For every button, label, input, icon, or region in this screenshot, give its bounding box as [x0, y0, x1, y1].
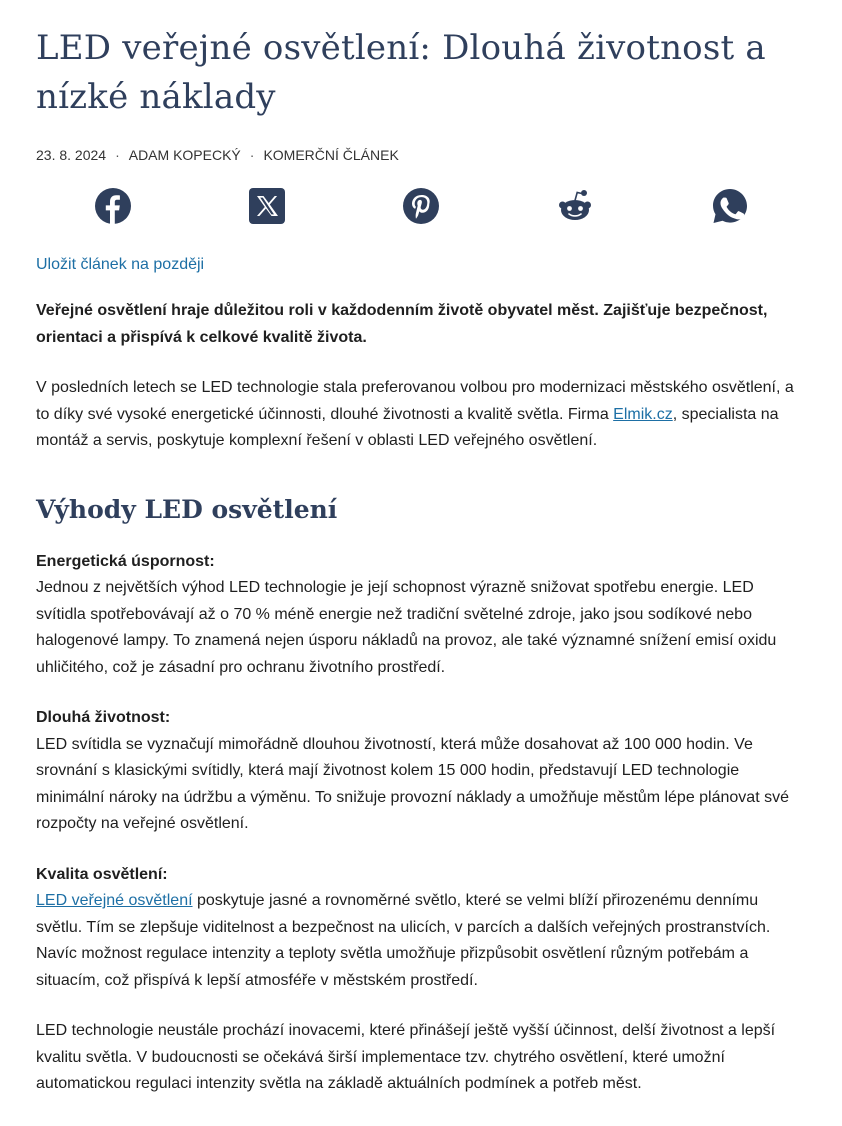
intro-paragraph: [36, 375, 806, 455]
benefit-lifetime: [36, 705, 806, 838]
reddit-icon: [557, 188, 593, 224]
meta-separator: ·: [115, 147, 120, 163]
whatsapp-icon: [712, 188, 748, 224]
section-heading: Výhody LED osvětlení: [36, 494, 338, 524]
pinterest-icon: [403, 188, 439, 224]
reddit-share-button[interactable]: [557, 188, 593, 224]
intro-text-before: V posledních letech se LED technologie stala preferovanou volbou pro modernizaci městského osvětlení, a to díky své vysoké energetické účinnosti, dlouhé životnosti a kvalitě světla. Firma: [36, 379, 794, 423]
whatsapp-share-button[interactable]: [712, 188, 748, 224]
benefit-quality-title: Kvalita osvětlení:: [36, 865, 168, 883]
elmik-link[interactable]: Elmik.cz: [613, 405, 673, 423]
article-author[interactable]: ADAM KOPECKÝ: [128, 147, 241, 163]
article-meta: [36, 140, 806, 170]
facebook-icon: [95, 188, 131, 224]
x-icon: [249, 188, 285, 224]
benefit-quality: [36, 862, 806, 995]
pinterest-share-button[interactable]: [403, 188, 439, 224]
benefit-energy-title: Energetická úspornost:: [36, 552, 215, 570]
facebook-share-button[interactable]: [95, 188, 131, 224]
benefit-quality-text: poskytuje jasné a rovnoměrné světlo, které se velmi blíží přirozenému dennímu světlu. Tím se zlepšuje viditelnost a bezpečnost na ulicích, v parcích a dalších veřejných prostranstvích. Navíc možnost regulace intenzity a teploty světla umožňuje přizpůsobit osvětlení různým potřebám a situacím, což přispívá k lepší atmosféře v městském prostředí.: [36, 892, 771, 989]
save-for-later-link[interactable]: Uložit článek na později: [36, 256, 205, 273]
article-lead: Veřejné osvětlení hraje důležitou roli v každodenním životě obyvatel měst. Zajišťuje bezpečnost, orientaci a přispívá k celkové kvalitě života.: [36, 302, 768, 346]
share-bar: [36, 188, 806, 242]
benefit-lifetime-text: LED svítidla se vyznačují mimořádně dlouhou životností, která může dosahovat až 100 000 hodin. Ve srovnání s klasickými svítidly, která mají životnost kolem 15 000 hodin, představují LED technologie minimální nároky na údržbu a výměnu. To snižuje provozní náklady a umožňuje městům lépe plánovat své rozpočty na veřejné osvětlení.: [36, 735, 789, 832]
meta-separator: ·: [249, 147, 255, 163]
benefit-lifetime-title: Dlouhá životnost:: [36, 709, 171, 726]
benefit-energy-text: Jednou z největších výhod LED technologie je její schopnost výrazně snižovat spotřebu energie. LED svítidla spotřebovávají až o 70 % méně energie než tradiční světelné zdroje, jako jsou sodíkové nebo halogenové lampy. To znamená nejen úsporu nákladů na provoz, ale také významné snížení emisí oxidu uhličitého, což je zásadní pro ochranu životního prostředí.: [36, 579, 777, 676]
benefit-energy: [36, 549, 806, 682]
article-date: 23. 8. 2024: [36, 147, 107, 163]
article-category: KOMERČNÍ ČLÁNEK: [263, 147, 399, 163]
article-title: LED veřejné osvětlení: Dlouhá životnost a nízké náklady: [36, 28, 766, 117]
led-public-lighting-link[interactable]: LED veřejné osvětlení: [36, 892, 193, 909]
intro-text-after: , specialista na montáž a servis, poskytuje komplexní řešení v oblasti LED veřejného osvětlení.: [36, 405, 779, 449]
x-share-button[interactable]: [249, 188, 285, 224]
benefit-quality-paragraph: [36, 888, 806, 994]
closing-paragraph: LED technologie neustále prochází inovacemi, které přinášejí ještě vyšší účinnost, delší životnost a lepší kvalitu světla. V budoucnosti se očekává širší implementace tzv. chytrého osvětlení, které umožní automatickou regulaci intenzity světla na základě aktuálních podmínek a potřeb měst.: [36, 1022, 776, 1092]
